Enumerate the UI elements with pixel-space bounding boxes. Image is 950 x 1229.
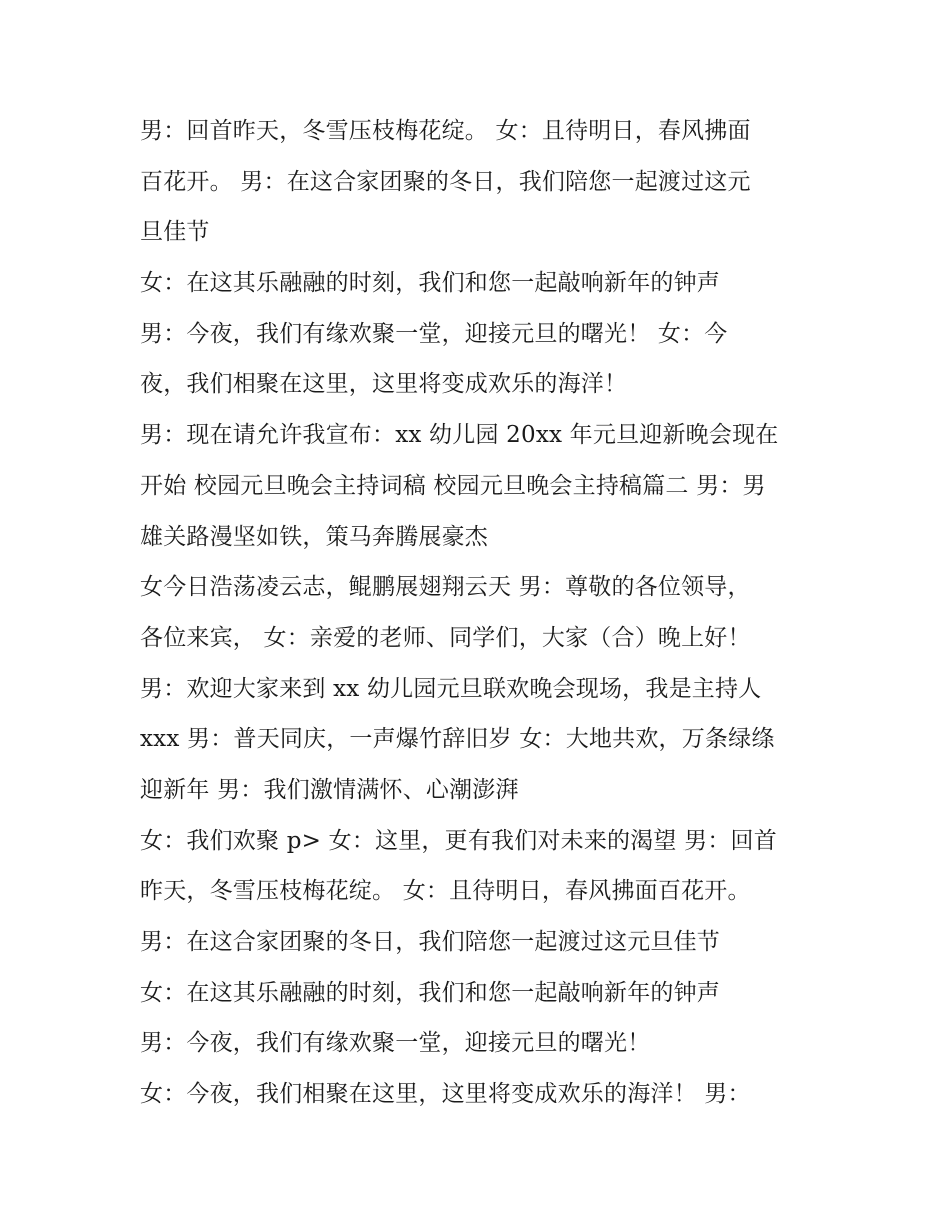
- text-line: 男：今夜，我们有缘欢聚一堂，迎接元旦的曙光！ 女：今: [140, 320, 728, 347]
- text-line: 男：回首昨天，冬雪压枝梅花绽。 女：且待明日，春风拂面: [140, 118, 751, 144]
- text-line: 百花开。 男：在这合家团聚的冬日，我们陪您一起渡过这元: [140, 168, 751, 195]
- text-line: 女今日浩荡凌云志，鲲鹏展翅翔云天 男：尊敬的各位领导，: [140, 574, 751, 601]
- text-line: 女：我们欢聚 p> 女：这里，更有我们对未来的渴望 男：回首: [140, 827, 777, 854]
- text-line: 夜，我们相聚在这里，这里将变成欢乐的海洋！: [140, 371, 628, 398]
- text-line: 旦佳节: [140, 219, 210, 246]
- text-line: 女：今夜，我们相聚在这里，这里将变成欢乐的海洋！ 男：: [140, 1081, 751, 1108]
- text-line: 雄关路漫坚如铁，策马奔腾展豪杰: [140, 523, 488, 550]
- text-line: 迎新年 男：我们激情满怀、心潮澎湃: [140, 776, 519, 803]
- text-line: 男：欢迎大家来到 xx 幼儿园元旦联欢晚会现场，我是主持人: [140, 675, 762, 702]
- text-line: 各位来宾， 女：亲爱的老师、同学们，大家（合）晚上好！: [140, 624, 751, 651]
- text-line: 男：现在请允许我宣布：xx 幼儿园 20xx 年元旦迎新晚会现在: [140, 422, 779, 449]
- text-line: 昨天，冬雪压枝梅花绽。 女：且待明日，春风拂面百花开。: [140, 878, 751, 905]
- text-line: 女：在这其乐融融的时刻，我们和您一起敲响新年的钟声: [140, 979, 720, 1006]
- text-line: xxx 男：普天同庆，一声爆竹辞旧岁 女：大地共欢，万条绿绦: [140, 726, 775, 753]
- document-body: [140, 106, 820, 1120]
- text-line: 开始 校园元旦晚会主持词稿 校园元旦晚会主持稿篇二 男：男: [140, 472, 766, 499]
- text-line: 男：今夜，我们有缘欢聚一堂，迎接元旦的曙光！: [140, 1030, 651, 1057]
- text-line: 女：在这其乐融融的时刻，我们和您一起敲响新年的钟声: [140, 270, 720, 297]
- text-line: 男：在这合家团聚的冬日，我们陪您一起渡过这元旦佳节: [140, 929, 720, 955]
